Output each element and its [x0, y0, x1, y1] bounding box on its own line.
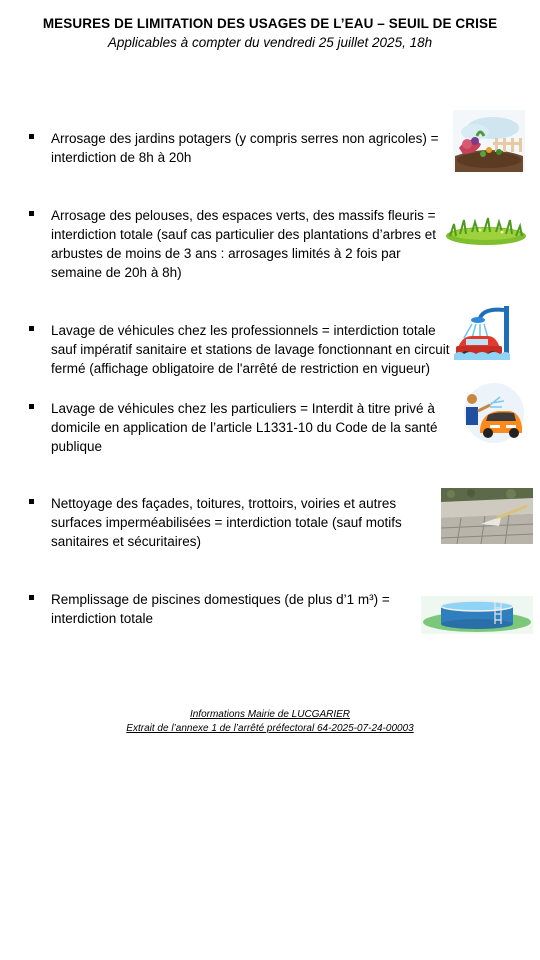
swimming-pool-icon — [421, 596, 533, 634]
bullet-icon — [29, 134, 34, 139]
list-item-text: Remplissage de piscines domestiques (de plus d’1 m³) = interdiction totale — [51, 592, 390, 626]
page-subtitle: Applicables à compter du vendredi 25 juillet 2025, 18h — [107, 35, 433, 50]
list-item-text: Arrosage des pelouses, des espaces verts, des massifs fleuris = interdiction totale (sauf cas particulier des plantations d’arbres et arbustes de moins de 3 ans : arrosages limités à 2 fois par semaine de 20h à 8h) — [51, 208, 436, 280]
bullet-icon — [29, 404, 34, 409]
list-item-text: Nettoyage des façades, toitures, trottoirs, voiries et autres surfaces imperméabilisées = interdiction totale (sauf motifs sanitaires et sécuritaires) — [51, 496, 402, 549]
list-item-text: Arrosage des jardins potagers (y compris serres non agricoles) = interdiction de 8h à 20h — [51, 131, 439, 165]
home-car-wash-icon — [460, 381, 526, 445]
footer-source-line: Informations Mairie de LUCGARIER — [189, 709, 351, 720]
bullet-icon — [29, 326, 34, 331]
pavement-cleaning-icon — [441, 488, 533, 544]
lawn-icon — [444, 214, 528, 248]
car-wash-station-icon — [454, 304, 514, 362]
bullet-icon — [29, 211, 34, 216]
list-item-text: Lavage de véhicules chez les professionnels = interdiction totale sauf impératif sanitaire et stations de lavage fonctionnant en circuit fermé (affichage obligatoire de l'arrêté de restriction en vigueur) — [51, 323, 450, 376]
bullet-icon — [29, 595, 34, 600]
list-item-text: Lavage de véhicules chez les particuliers = Interdit à titre privé à domicile en application de l’article L1331-10 du Code de la santé publique — [51, 401, 438, 454]
vegetable-garden-icon — [453, 110, 525, 172]
footer-reference-line: Extrait de l’annexe 1 de l’arrêté préfectoral 64-2025-07-24-00003 — [126, 723, 414, 734]
page-title: MESURES DE LIMITATION DES USAGES DE L’EAU – SEUIL DE CRISE — [42, 16, 498, 31]
bullet-icon — [29, 499, 34, 504]
